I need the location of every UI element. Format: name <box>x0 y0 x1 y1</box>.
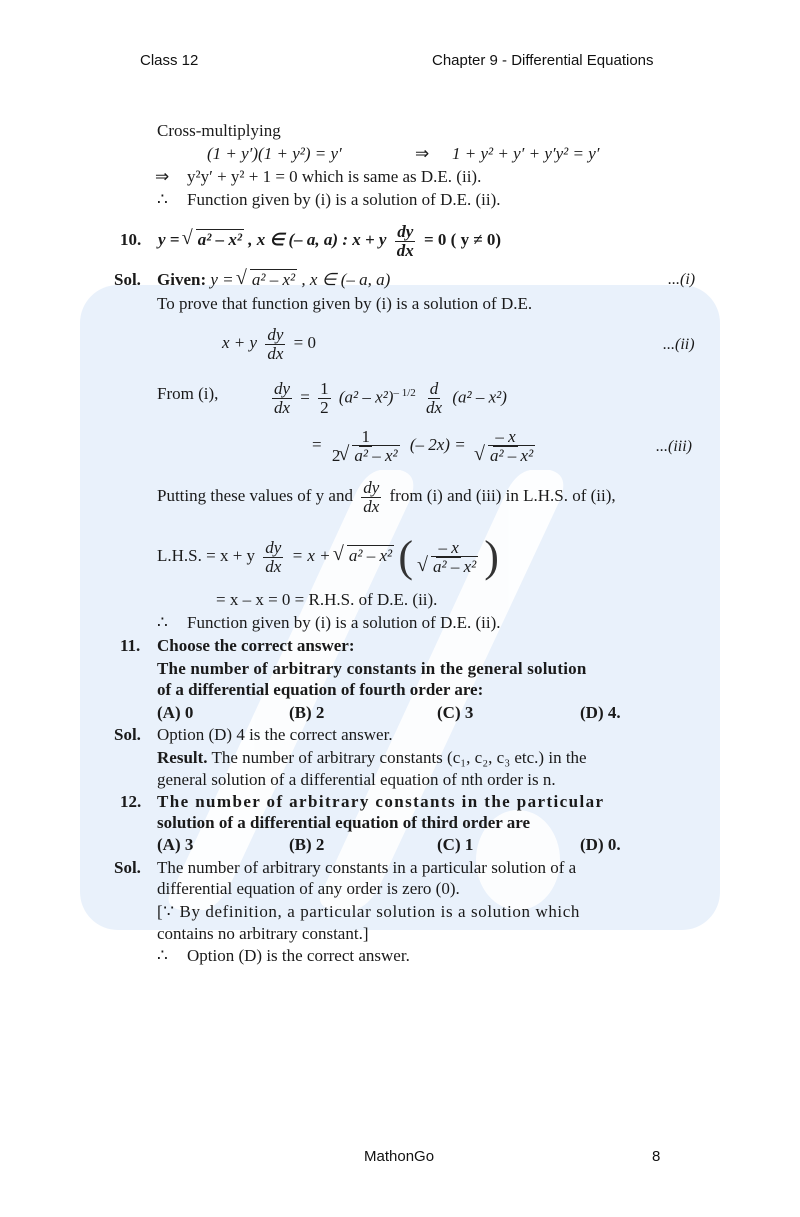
q12-note-line-1: [∵ By definition, a particular solution is a solution which <box>157 902 580 921</box>
equation-cross-left: (1 + y′)(1 + y²) = y′ <box>207 144 342 163</box>
q11-result-2: general solution of a differential equation of nth order is n. <box>157 770 556 789</box>
equation-tag-iii: ...(iii) <box>656 438 692 455</box>
equation-cross-right: 1 + y² + y′ + y′y² = y′ <box>452 144 600 163</box>
putting-values-line: Putting these values of y and $\frac{dy}{dx}$ from (i) and (iii) in L.H.S. of (ii), <box>157 477 616 516</box>
cross-multiplying-label: Cross-multiplying <box>157 121 281 140</box>
q9-conclusion: Function given by (i) is a solution of D.E. (ii). <box>187 190 501 209</box>
q12-sol-line-1: The number of arbitrary constants in a particular solution of a <box>157 858 577 877</box>
q12-option-b: (B) 2 <box>289 835 325 854</box>
implies-symbol: ⇒ <box>155 167 170 186</box>
q10-conclusion: Function given by (i) is a solution of D.E. (ii). <box>187 613 501 632</box>
q11-option-a: (A) 0 <box>157 703 194 722</box>
q12-note-line-2: contains no arbitrary constant.] <box>157 924 369 943</box>
from-i-label: From (i), <box>157 384 219 403</box>
question-11-text-1: The number of arbitrary constants in the general solution <box>157 659 587 678</box>
therefore-symbol: ∴ <box>157 613 168 632</box>
question-12-text-1: The number of arbitrary constants in the particular <box>157 792 605 811</box>
q11-sol-text: Option (D) 4 is the correct answer. <box>157 725 393 744</box>
header-chapter-title: Chapter 9 - Differential Equations <box>432 52 654 69</box>
q12-option-a: (A) 3 <box>157 835 194 854</box>
derivative-equation: $\frac{dy}{dx}$ = $\frac{1}{2}$ (a² – x²)$^{- 1/2}$ $\frac{d}{dx}$ (a² – x²) <box>274 379 507 418</box>
given-line: Given: y = √ a² – x² , x ∈ (– a, a) <box>157 270 390 290</box>
question-12-text-2: solution of a differential equation of third order are <box>157 813 531 832</box>
therefore-symbol: ∴ <box>157 190 168 209</box>
sol-label-q11: Sol. <box>114 725 141 744</box>
q11-option-b: (B) 2 <box>289 703 325 722</box>
equation-tag-ii: ...(ii) <box>663 336 695 353</box>
question-10-statement: y = √ a² – x² , x ∈ (– a, a) : x + y $\frac{dy}{dx}$ = 0 ( y ≠ 0) <box>158 220 501 260</box>
sol-label-q10: Sol. <box>114 270 141 289</box>
derivative-simplified: = $\frac{1}{\text{2 √ a² – x²}}$ (– 2x) = – x √ a² – x² <box>312 420 541 470</box>
q12-option-c: (C) 1 <box>437 835 474 854</box>
q11-result-1: Result. The number of arbitrary constants (c₁, c₂, c₃ etc.) in the <box>157 748 587 767</box>
lhs-equation: L.H.S. = x + y $\frac{dy}{dx}$ = x + √ a² – x² ( – x √ a² – x² ) <box>157 528 499 585</box>
implies-symbol: ⇒ <box>415 144 430 163</box>
to-prove-line: To prove that function given by (i) is a solution of D.E. <box>157 294 533 313</box>
question-11-title: Choose the correct answer: <box>157 636 355 655</box>
header-class-label: Class 12 <box>140 52 199 69</box>
q12-sol-line-2: differential equation of any order is zero (0). <box>157 879 460 898</box>
q12-option-d: (D) 0. <box>580 835 621 854</box>
lhs-result: = x – x = 0 = R.H.S. of D.E. (ii). <box>216 590 438 609</box>
q11-option-c: (C) 3 <box>437 703 474 722</box>
equation-tag-i: ...(i) <box>668 271 696 288</box>
question-number-11: 11. <box>120 636 141 655</box>
question-number-10: 10. <box>120 230 142 249</box>
q12-conclusion: Option (D) is the correct answer. <box>187 946 410 965</box>
footer-brand: MathonGo <box>364 1148 435 1165</box>
q11-option-d: (D) 4. <box>580 703 621 722</box>
footer-page-number: 8 <box>652 1148 661 1165</box>
question-11-text-2: of a differential equation of fourth order are: <box>157 680 484 699</box>
sol-label-q12: Sol. <box>114 858 141 877</box>
equation-simplified: y²y′ + y² + 1 = 0 which is same as D.E. (ii). <box>187 167 482 186</box>
de-equation-ii: x + y $\frac{dy}{dx}$ = 0 <box>222 324 316 363</box>
question-number-12: 12. <box>120 792 142 811</box>
therefore-symbol: ∴ <box>157 946 168 965</box>
